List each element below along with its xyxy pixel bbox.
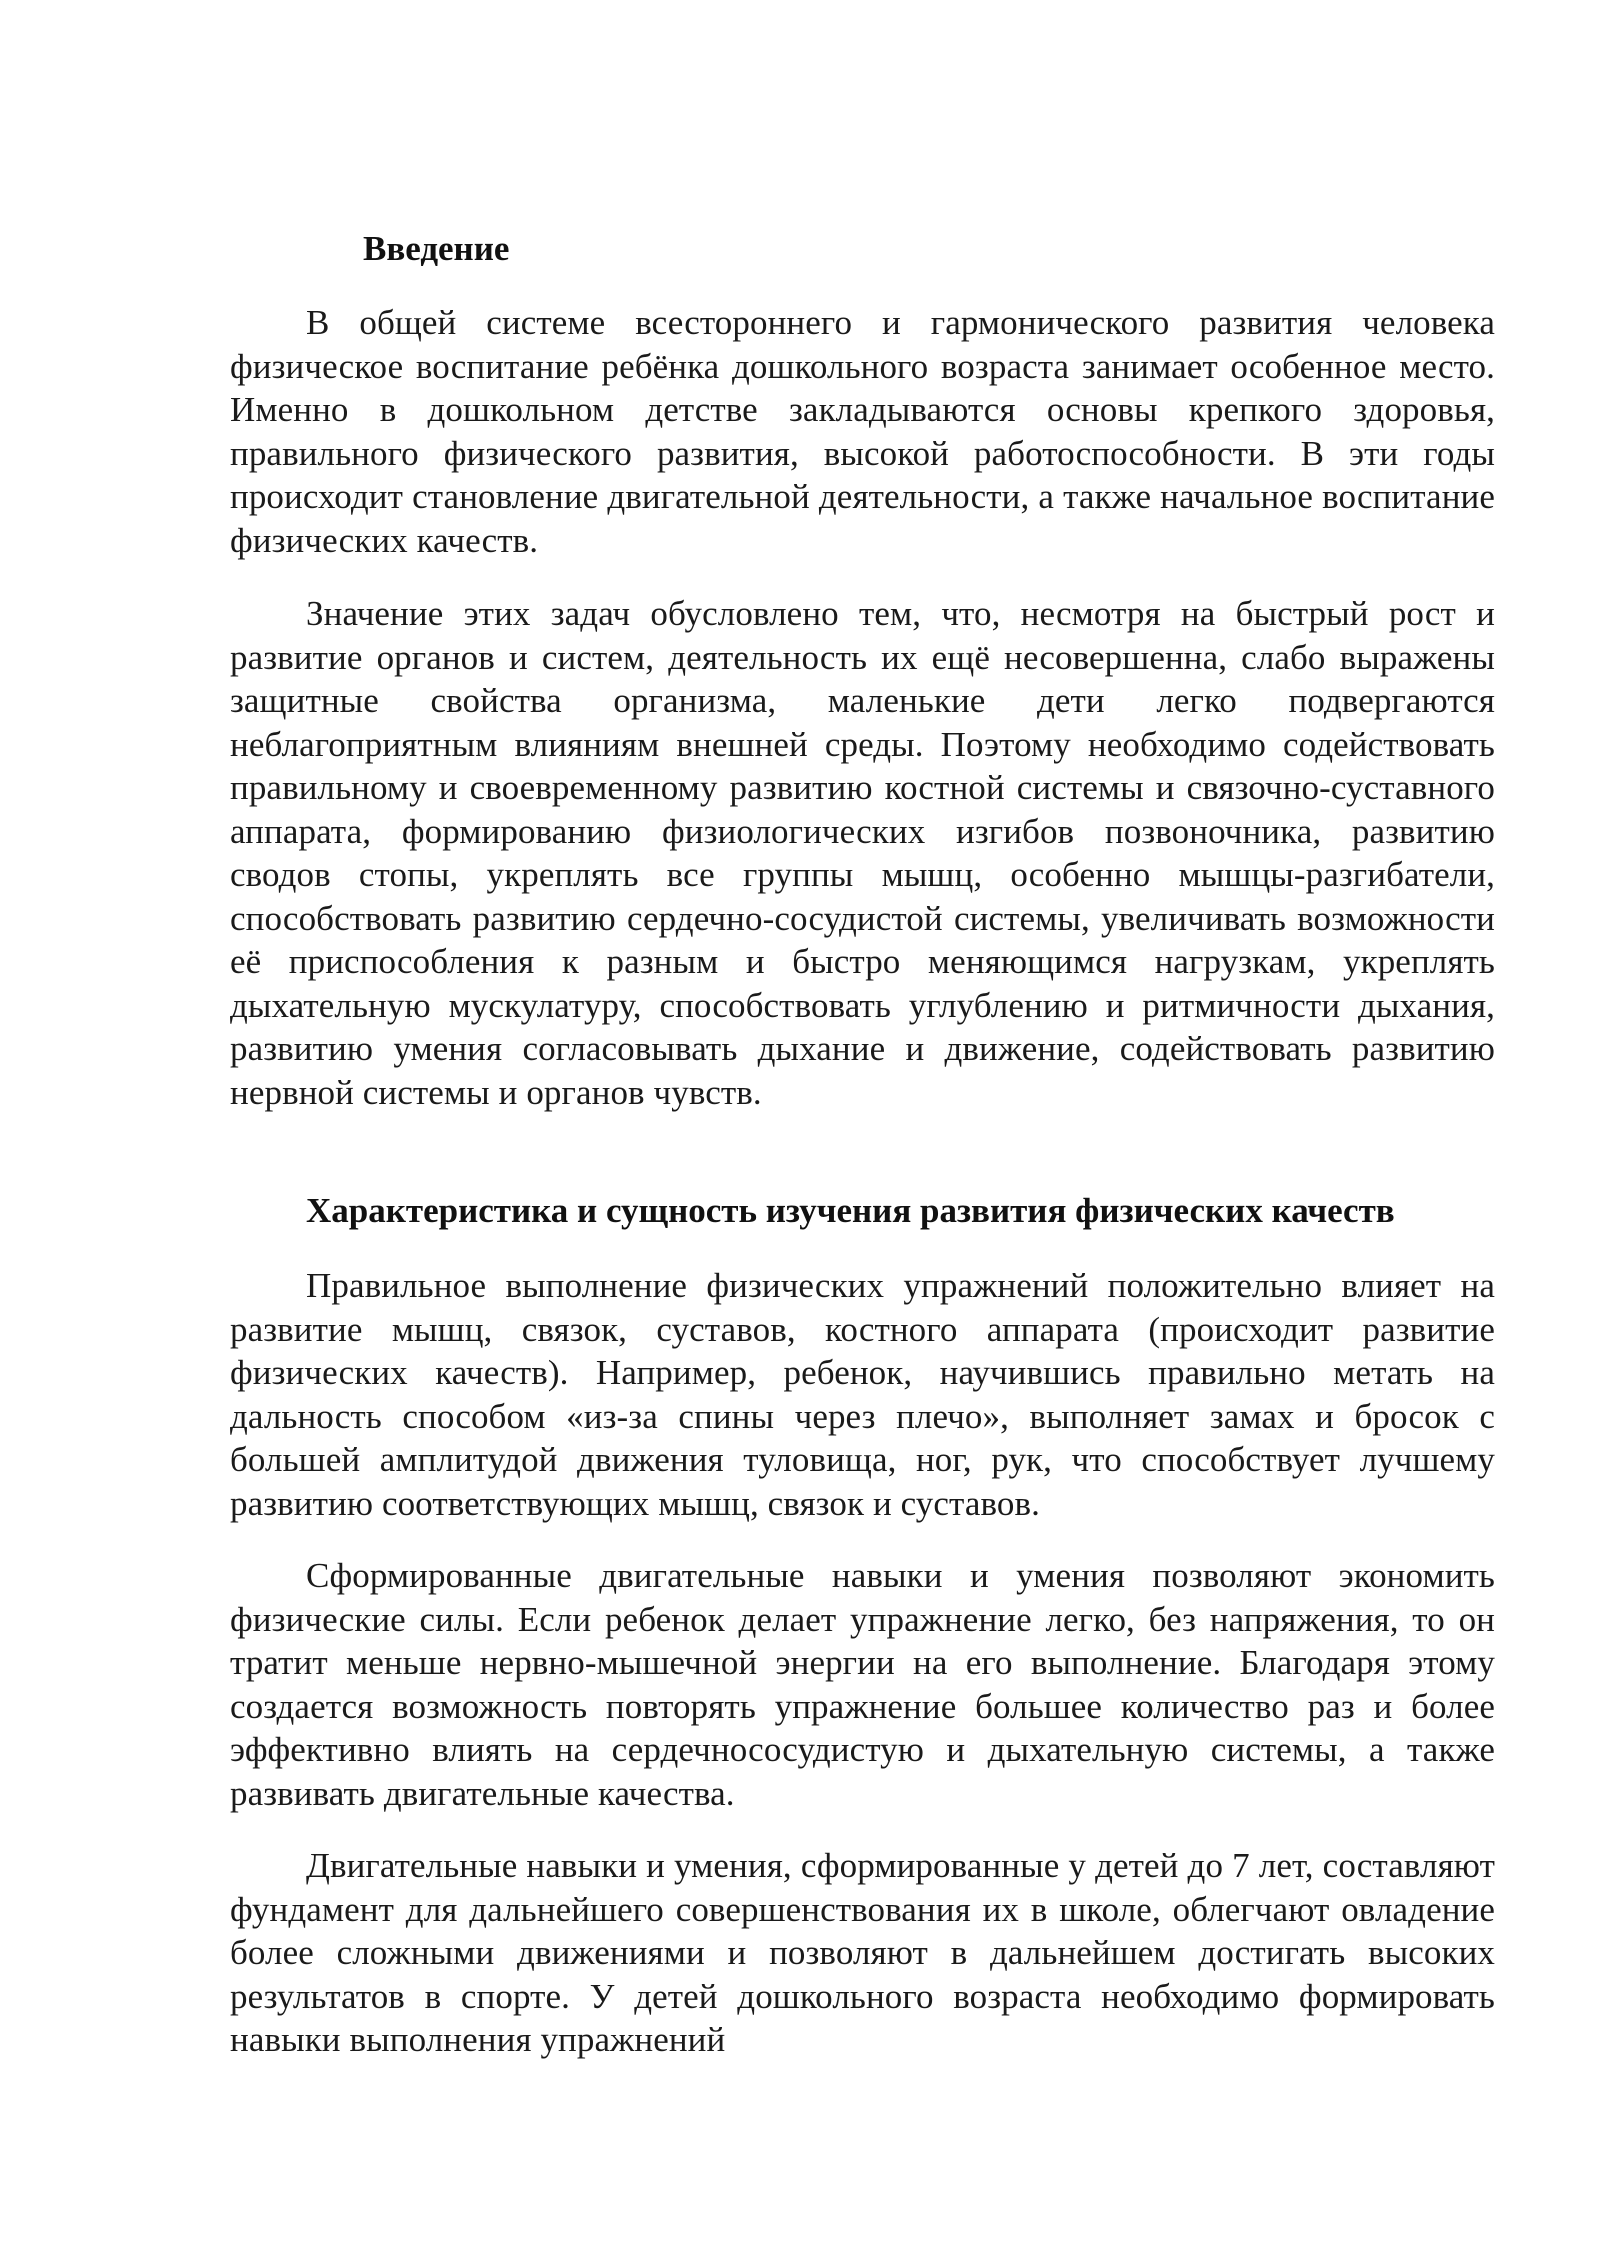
- section-heading-introduction: Введение: [363, 229, 510, 268]
- paragraph-intro-2: Значение этих задач обусловлено тем, что, несмотря на быстрый рост и развитие органов и систем, деятельность их ещё несовершенна, слабо выражены защитные свойства организма, маленькие дети легко подвергаются неблагоприятным влияниям внешней среды. Поэтому необходимо содействовать правильному и своевременному развитию костной системы и связочно-суставного аппарата, формированию физиологических изгибов позвоночника, развитию сводов стопы, укреплять все группы мышц, особенно мышцы-разгибатели, способствовать развитию сердечно-сосудистой системы, увеличивать возможности её приспособления к разным и быстро меняющимся нагрузкам, укреплять дыхательную мускулатуру, способствовать углублению и ритмичности дыхания, развитию умения согласовывать дыхание и движение, содействовать развитию нервной системы и органов чувств.: [230, 594, 1495, 1112]
- paragraph-intro-1: В общей системе всестороннего и гармонического развития человека физическое воспитание ребёнка дошкольного возраста занимает особенное место. Именно в дошкольном детстве закладываются основы крепкого здоровья, правильного физического развития, высокой работоспособности. В эти годы происходит становление двигательной деятельности, а также начальное воспитание физических качеств.: [230, 303, 1495, 560]
- paragraph-characteristics-2: Сформированные двигательные навыки и умения позволяют экономить физические силы. Если ребенок делает упражнение легко, без напряжения, то он тратит меньше нервно-мышечной энергии на его выполнение. Благодаря этому создается возможность повторять упражнение большее количество раз и более эффективно влиять на сердечнососудистую и дыхательную системы, а также развивать двигательные качества.: [230, 1556, 1495, 1813]
- paragraph-characteristics-3: Двигательные навыки и умения, сформированные у детей до 7 лет, составляют фундамент для дальнейшего совершенствования их в школе, облегчают овладение более сложными движениями и позволяют в дальнейшем достигать высоких результатов в спорте. У детей дошкольного возраста необходимо формировать навыки выполнения упражнений: [230, 1846, 1495, 2059]
- paragraph-characteristics-1: Правильное выполнение физических упражнений положительно влияет на развитие мышц, связок, суставов, костного аппарата (происходит развитие физических качеств). Например, ребенок, научившись правильно метать на дальность способом «из-за спины через плечо», выполняет замах и бросок с большей амплитудой движения туловища, ног, рук, что способствует лучшему развитию соответствующих мышц, связок и суставов.: [230, 1266, 1495, 1523]
- section-heading-characteristics: Характеристика и сущность изучения развития физических качеств: [306, 1191, 1395, 1230]
